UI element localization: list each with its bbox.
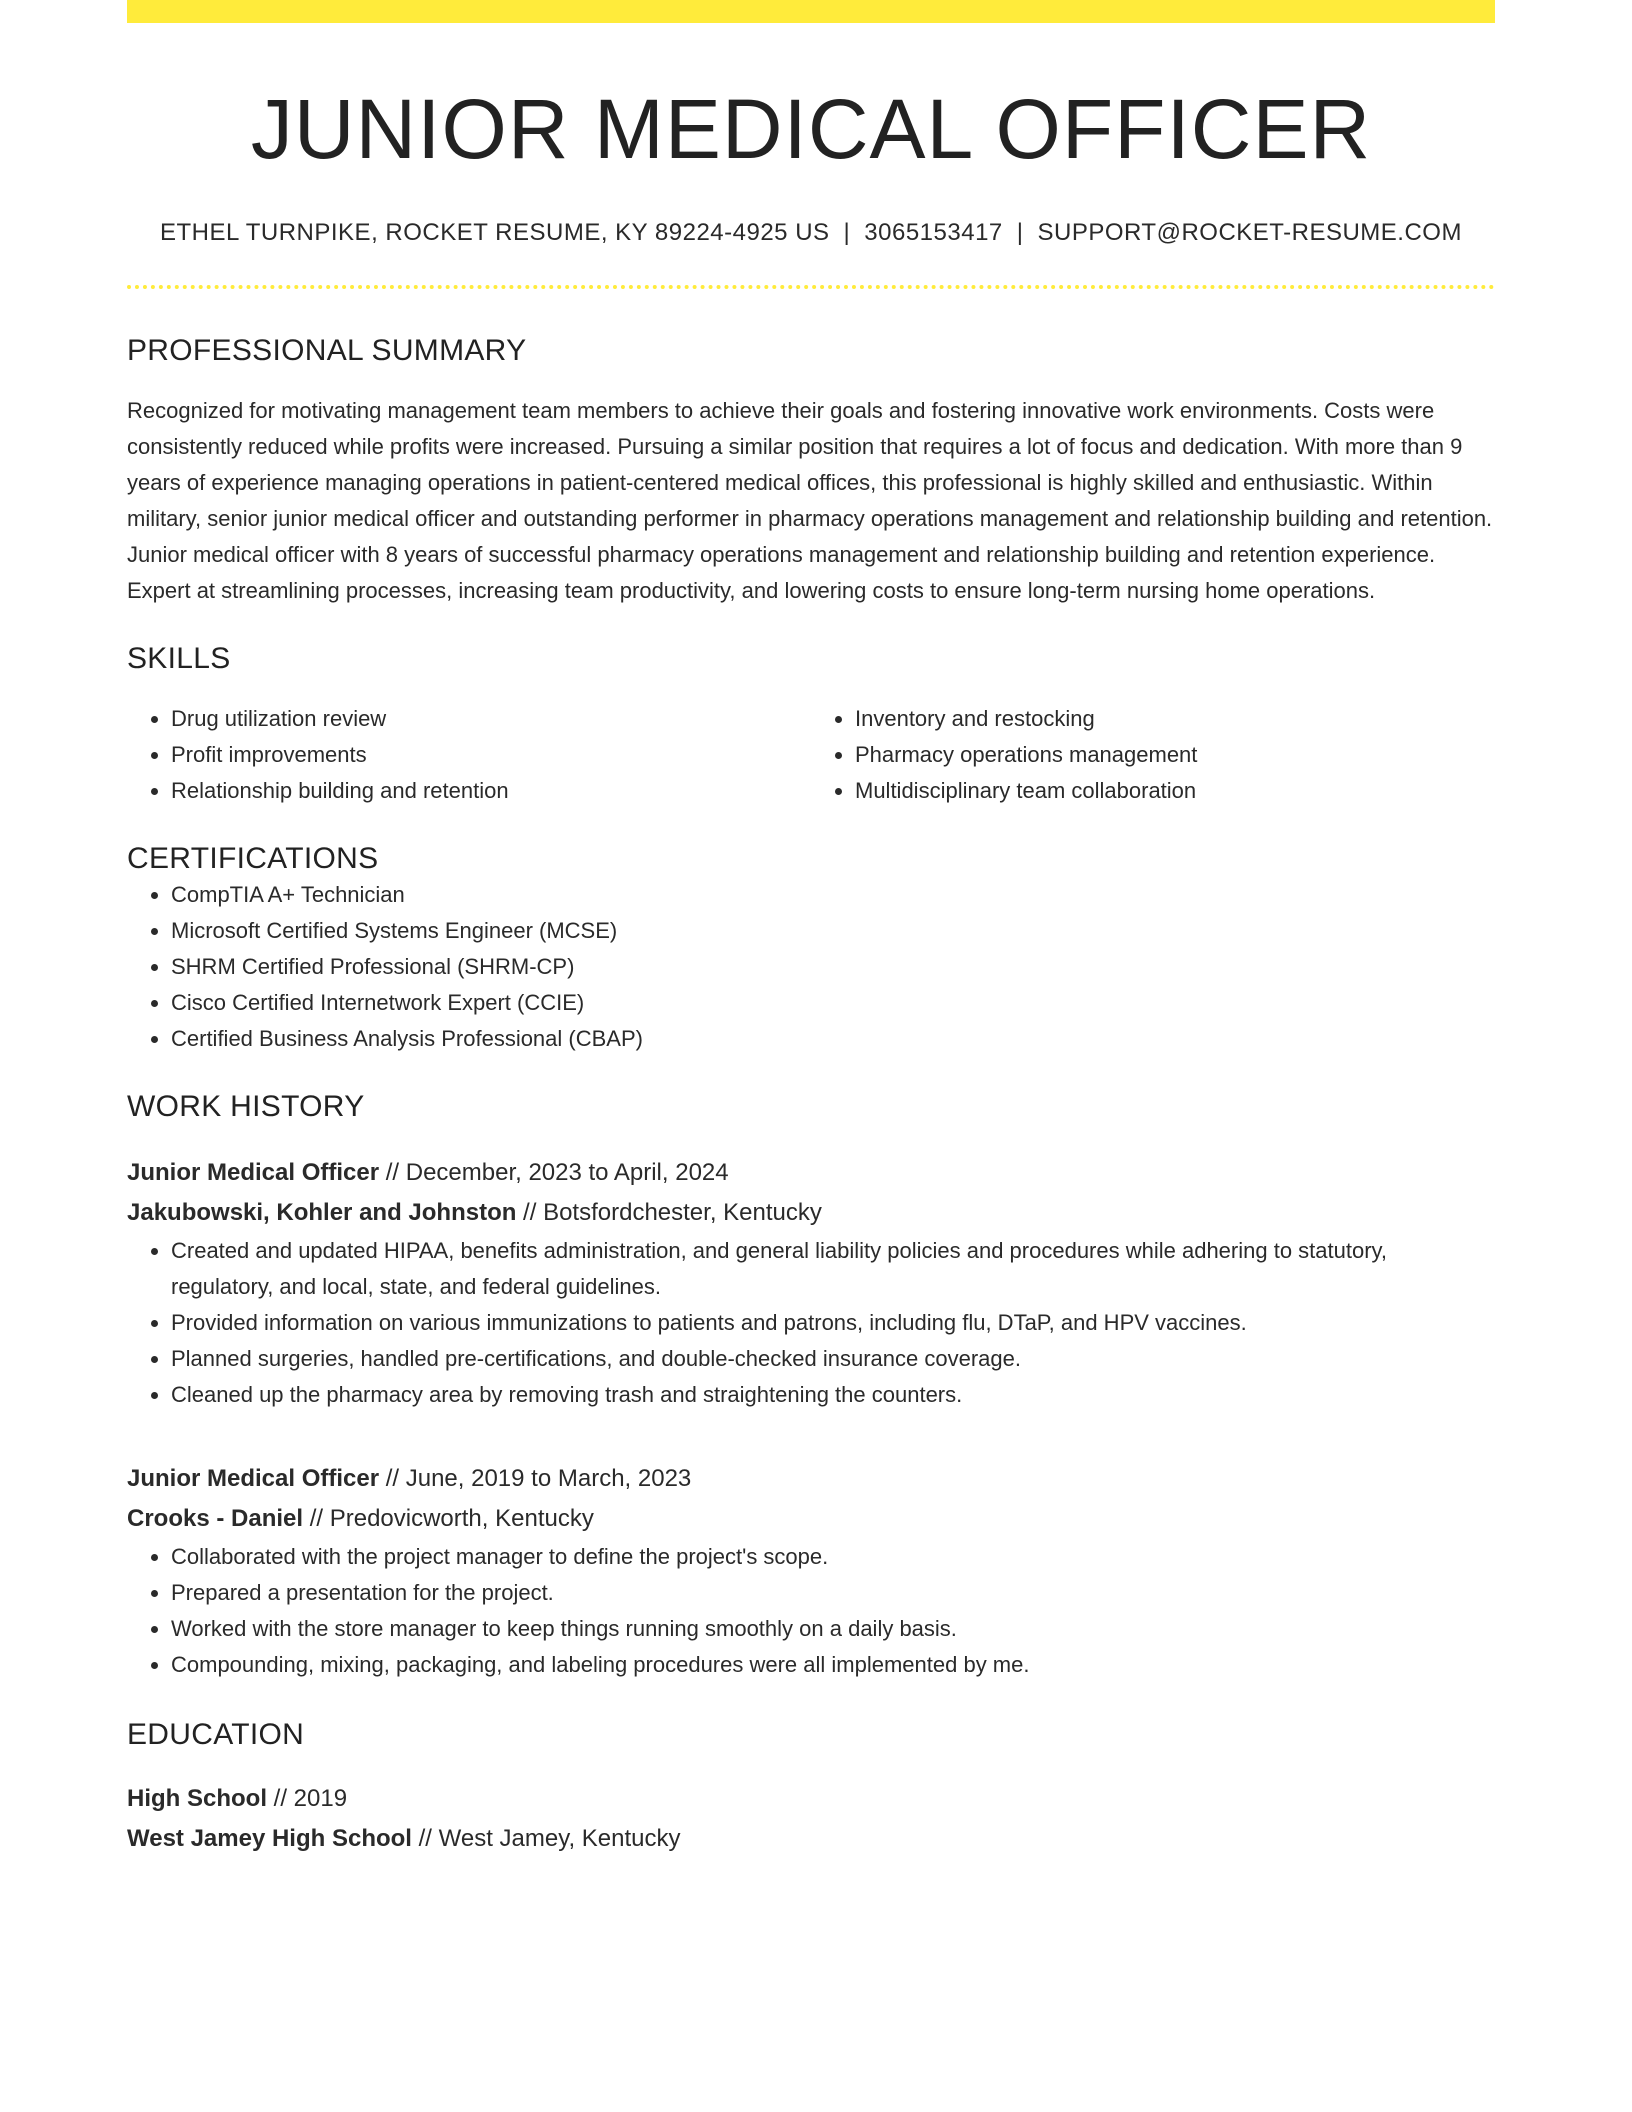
certification-item: • CompTIA A+ Technician [171, 877, 1495, 913]
job-title: Junior Medical Officer [127, 1465, 380, 1493]
job-duties-list [127, 1233, 1495, 1413]
job-title-line [127, 1459, 1495, 1499]
job-duty: • Prepared a presentation for the project. [171, 1575, 1495, 1611]
skill-item: • Pharmacy operations management [855, 737, 1495, 773]
contact-separator: | [843, 219, 851, 247]
education-location: // West Jamey, Kentucky [411, 1825, 681, 1853]
job-duty: • Collaborated with the project manager to define the project's scope. [171, 1539, 1495, 1575]
job-duty: • Cleaned up the pharmacy area by removing trash and straightening the counters. [171, 1377, 1495, 1413]
skills-column-left [127, 701, 811, 809]
job-title: Junior Medical Officer [127, 1159, 380, 1187]
certification-item: • SHRM Certified Professional (SHRM-CP) [171, 949, 1495, 985]
skills-column-right [811, 701, 1495, 809]
contact-address: ETHEL TURNPIKE, ROCKET RESUME, KY 89224-4925 US [160, 219, 830, 247]
job-location: // Botsfordchester, Kentucky [516, 1199, 822, 1227]
skills-grid [127, 701, 1495, 809]
education-heading: EDUCATION [127, 1718, 305, 1752]
skill-item: • Inventory and restocking [855, 701, 1495, 737]
education-degree-line [127, 1779, 1495, 1819]
certification-item: • Certified Business Analysis Professional (CBAP) [171, 1021, 1495, 1057]
education-school: West Jamey High School [127, 1825, 412, 1853]
job-dates: // June, 2019 to March, 2023 [379, 1465, 692, 1493]
job-company: Crooks - Daniel [127, 1505, 304, 1533]
job-company: Jakubowski, Kohler and Johnston [127, 1199, 517, 1227]
summary-text: Recognized for motivating management team members to achieve their goals and fostering innovative work environments. Costs were consistently reduced while profits were increased. Pursuing a similar position that requires a lot of focus and dedication. With more than 9 years of experience managing operations in patient-centered medical offices, this professional is highly skilled and enthusiastic. Within military, senior junior medical officer and outstanding performer in pharmacy operations management and relationship building and retention. Junior medical officer with 8 years of successful pharmacy operations management and relationship building and retention experience. Expert at streamlining processes, increasing team productivity, and lowering costs to ensure long-term nursing home operations. [127, 398, 1493, 604]
skill-item: • Relationship building and retention [171, 773, 811, 809]
skill-item: • Multidisciplinary team collaboration [855, 773, 1495, 809]
certification-item: • Microsoft Certified Systems Engineer (MCSE) [171, 913, 1495, 949]
education-degree: High School [127, 1785, 267, 1813]
job-duties-list [127, 1539, 1495, 1683]
job-location: // Predovicworth, Kentucky [303, 1505, 594, 1533]
contact-line [127, 219, 1495, 247]
resume-page [127, 0, 1495, 1859]
job-duty: • Compounding, mixing, packaging, and labeling procedures were all implemented by me. [171, 1647, 1495, 1683]
certifications-heading: CERTIFICATIONS [127, 842, 379, 876]
education-school-line [127, 1819, 1495, 1859]
job-dates: // December, 2023 to April, 2024 [379, 1159, 729, 1187]
dotted-divider [127, 285, 1495, 289]
contact-separator: | [1016, 219, 1024, 247]
job-title-line [127, 1153, 1495, 1193]
job-company-line [127, 1499, 1495, 1539]
skills-heading: SKILLS [127, 642, 231, 676]
skill-item: • Profit improvements [171, 737, 811, 773]
skill-item: • Drug utilization review [171, 701, 811, 737]
job-duty: • Provided information on various immunizations to patients and patrons, including flu, DTaP, and HPV vaccines. [171, 1305, 1495, 1341]
job-duty: • Created and updated HIPAA, benefits administration, and general liability policies and procedures while adhering to statutory, regulatory, and local, state, and federal guidelines. [171, 1233, 1495, 1305]
job-entry [127, 1459, 1495, 1683]
certification-item: • Cisco Certified Internetwork Expert (CCIE) [171, 985, 1495, 1021]
certifications-list [127, 877, 1495, 1057]
job-entry [127, 1153, 1495, 1413]
work-history-heading: WORK HISTORY [127, 1090, 365, 1124]
accent-bar [127, 0, 1495, 23]
summary-heading: PROFESSIONAL SUMMARY [127, 334, 527, 368]
job-duty: • Worked with the store manager to keep things running smoothly on a daily basis. [171, 1611, 1495, 1647]
resume-title: JUNIOR MEDICAL OFFICER [250, 82, 1372, 176]
contact-phone: 3065153417 [864, 219, 1003, 247]
contact-email[interactable]: SUPPORT@ROCKET-RESUME.COM [1037, 219, 1462, 247]
job-duty: • Planned surgeries, handled pre-certifications, and double-checked insurance coverage. [171, 1341, 1495, 1377]
education-year: // 2019 [267, 1785, 348, 1813]
job-company-line [127, 1193, 1495, 1233]
